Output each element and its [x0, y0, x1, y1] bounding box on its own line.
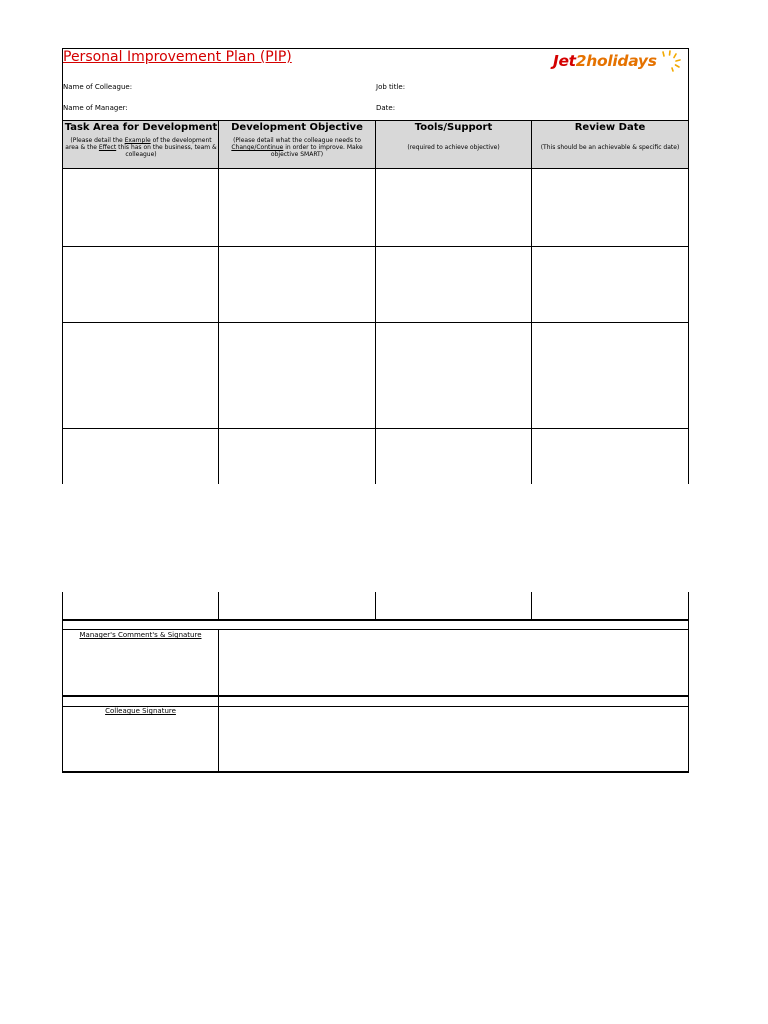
column-title-review-date: Review Date	[574, 122, 646, 133]
column-line-3-lower	[531, 592, 532, 620]
form-title: Personal Improvement Plan (PIP)	[63, 49, 292, 65]
column-sub-task-area: (Please detail the Example of the development area & the Effect this has on the business, team & colleague)	[65, 137, 217, 158]
column-title-task-area: Task Area for Development	[64, 122, 218, 133]
column-header-review-date	[532, 121, 688, 168]
column-line-2-lower	[375, 592, 376, 620]
column-sub-review-date: (This should be an achievable & specific date)	[540, 144, 680, 151]
column-line-1-upper	[218, 120, 219, 484]
colleague-name-label: Name of Colleague:	[63, 83, 133, 91]
logo-jet: Jet	[553, 52, 576, 70]
logo-holidays: holidays	[586, 52, 657, 70]
column-header-development-objective	[219, 121, 375, 168]
manager-section-bottom-line	[62, 695, 689, 697]
manager-comment-signature-label: Manager's Comment's & Signature	[79, 631, 202, 639]
colleague-signature-label: Colleague Signature	[105, 707, 176, 715]
logo-two: 2	[575, 52, 587, 70]
frame-left-border-upper	[62, 48, 63, 484]
table-bottom-line	[62, 619, 689, 621]
column-sub-development-objective: (Please detail what the colleague needs to Change/Continue in order to improve. Make objective SMART)	[231, 137, 363, 158]
sun-icon	[657, 50, 683, 74]
column-line-1-lower	[218, 592, 219, 620]
manager-name-label: Name of Manager:	[63, 104, 128, 112]
column-line-2-upper	[375, 120, 376, 484]
manager-section-top-line	[62, 629, 689, 630]
signature-divider-line	[218, 629, 219, 773]
frame-right-border-upper	[688, 48, 689, 484]
date-label: Date:	[376, 104, 396, 112]
column-title-development-objective: Development Objective	[231, 122, 363, 133]
column-sub-tools-support: (required to achieve objective)	[407, 144, 500, 151]
column-title-tools-support: Tools/Support	[414, 122, 493, 133]
frame-bottom-border	[62, 771, 689, 773]
jet2holidays-logo	[553, 52, 657, 70]
column-header-task-area	[63, 121, 219, 168]
column-header-tools-support	[375, 121, 532, 168]
frame-top-border	[62, 48, 689, 49]
column-line-3-upper	[531, 120, 532, 484]
job-title-label: Job title:	[376, 83, 406, 91]
